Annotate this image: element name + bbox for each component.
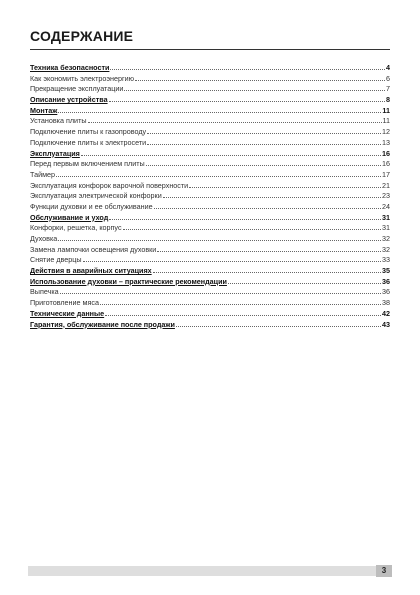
toc-entry-page: 35: [382, 266, 390, 276]
toc-entry-page: 43: [382, 319, 390, 329]
toc-entry[interactable]: [30, 233, 390, 244]
toc-entry-page: 11: [382, 105, 390, 115]
toc-entry-page: 21: [382, 180, 390, 190]
toc-entry[interactable]: [30, 254, 390, 265]
toc-leader-dots: [154, 201, 381, 209]
toc-leader-dots: [153, 265, 381, 273]
toc-entry-label: Таймер: [30, 169, 56, 179]
page-number: 3: [376, 565, 392, 577]
toc-entry-page: 4: [386, 63, 390, 72]
toc-entry-page: 16: [382, 148, 390, 158]
toc-leader-dots: [157, 244, 381, 252]
title-divider: [30, 49, 390, 50]
toc-entry-label: Установка плиты: [30, 116, 87, 126]
toc-leader-dots: [105, 308, 381, 316]
toc-leader-dots: [135, 73, 385, 81]
toc-entry-label: Как экономить электроэнергию: [30, 73, 135, 83]
toc-entry-page: 8: [386, 95, 390, 105]
toc-entry-label: Эксплуатация: [30, 148, 80, 158]
toc-entry[interactable]: [30, 244, 390, 255]
toc-entry-page: 32: [382, 234, 390, 243]
toc-leader-dots: [147, 137, 381, 145]
toc-entry-page: 12: [382, 127, 390, 137]
toc-entry-label: Замена лампочки освещения духовки: [30, 244, 157, 254]
toc-leader-dots: [110, 62, 385, 70]
toc-entry-page: 31: [382, 212, 390, 222]
toc-entry[interactable]: [30, 201, 390, 212]
toc-entry-label: Описание устройства: [30, 95, 108, 105]
toc-leader-dots: [88, 115, 382, 123]
toc-entry-page: 31: [382, 223, 390, 233]
toc-entry-label: Функции духовки и ее обслуживание: [30, 201, 153, 211]
toc-entry[interactable]: [30, 169, 390, 180]
toc-entry-label: Технические данные: [30, 308, 105, 318]
toc-entry-page: 6: [386, 73, 390, 83]
page-title: СОДЕРЖАНИЕ: [30, 28, 134, 44]
toc-entry[interactable]: [30, 297, 390, 308]
toc-entry[interactable]: [30, 62, 390, 73]
toc-entry-page: 7: [386, 84, 390, 94]
toc-entry-page: 38: [382, 298, 390, 308]
toc-entry-label: Приготовление мяса: [30, 298, 99, 308]
toc-entry-page: 11: [382, 116, 390, 126]
toc-entry[interactable]: [30, 94, 390, 105]
toc-entry-label: Духовка: [30, 234, 58, 243]
toc-entry-label: Перед первым включением плиты: [30, 159, 145, 169]
toc-entry[interactable]: [30, 158, 390, 169]
toc-leader-dots: [109, 212, 381, 220]
toc-entry[interactable]: [30, 83, 390, 94]
toc-entry-page: 42: [382, 308, 390, 318]
toc-entry[interactable]: [30, 276, 390, 287]
toc-entry-page: 32: [382, 244, 390, 254]
toc-leader-dots: [100, 297, 381, 305]
toc-leader-dots: [189, 180, 381, 188]
toc-entry[interactable]: [30, 115, 390, 126]
toc-leader-dots: [56, 169, 381, 177]
table-of-contents: [30, 62, 390, 329]
toc-entry-label: Монтаж: [30, 105, 58, 115]
toc-entry-label: Действия в аварийных ситуациях: [30, 266, 152, 276]
toc-leader-dots: [163, 190, 381, 198]
toc-entry-page: 17: [382, 169, 390, 179]
toc-entry[interactable]: [30, 308, 390, 319]
toc-entry[interactable]: [30, 180, 390, 191]
toc-entry[interactable]: [30, 212, 390, 223]
toc-entry-label: Подключение плиты к электросети: [30, 137, 147, 147]
toc-entry[interactable]: [30, 137, 390, 148]
toc-entry[interactable]: [30, 265, 390, 276]
toc-leader-dots: [146, 158, 381, 166]
toc-entry[interactable]: [30, 222, 390, 233]
toc-entry[interactable]: [30, 126, 390, 137]
toc-leader-dots: [123, 222, 381, 230]
toc-entry[interactable]: [30, 73, 390, 84]
toc-leader-dots: [81, 148, 381, 156]
toc-entry[interactable]: [30, 190, 390, 201]
toc-entry-label: Прекращение эксплуатации: [30, 84, 124, 94]
toc-entry-page: 24: [382, 201, 390, 211]
toc-entry-label: Выпечка: [30, 287, 59, 297]
toc-entry[interactable]: [30, 105, 390, 116]
toc-entry[interactable]: [30, 286, 390, 297]
toc-entry-label: Обслуживание и уход: [30, 212, 109, 222]
toc-entry-label: Техника безопасности: [30, 63, 110, 72]
toc-entry-page: 23: [382, 191, 390, 201]
toc-leader-dots: [147, 126, 381, 134]
toc-leader-dots: [83, 254, 381, 262]
toc-entry-page: 16: [382, 159, 390, 169]
toc-entry-label: Эксплуатация конфорок варочной поверхности: [30, 180, 189, 190]
toc-entry-label: Подключение плиты к газопроводу: [30, 127, 147, 137]
toc-entry-label: Гарантия, обслуживание после продажи: [30, 319, 175, 329]
toc-entry-label: Эксплуатация электрической конфорки: [30, 191, 162, 201]
toc-entry[interactable]: [30, 319, 390, 330]
toc-leader-dots: [60, 286, 381, 294]
toc-entry-page: 13: [382, 137, 390, 147]
toc-leader-dots: [176, 319, 381, 327]
toc-entry-page: 33: [382, 255, 390, 265]
toc-leader-dots: [58, 233, 381, 241]
toc-entry-page: 36: [382, 287, 390, 297]
toc-leader-dots: [109, 94, 385, 102]
toc-entry-label: Снятие дверцы: [30, 255, 82, 265]
toc-entry-page: 36: [382, 276, 390, 286]
toc-leader-dots: [228, 276, 381, 284]
footer-bar: [28, 566, 392, 576]
toc-entry[interactable]: [30, 148, 390, 159]
toc-entry-label: Использование духовки – практические рекомендации: [30, 276, 227, 286]
toc-leader-dots: [58, 105, 381, 113]
toc-leader-dots: [124, 83, 385, 91]
toc-entry-label: Конфорки, решетка, корпус: [30, 223, 122, 233]
